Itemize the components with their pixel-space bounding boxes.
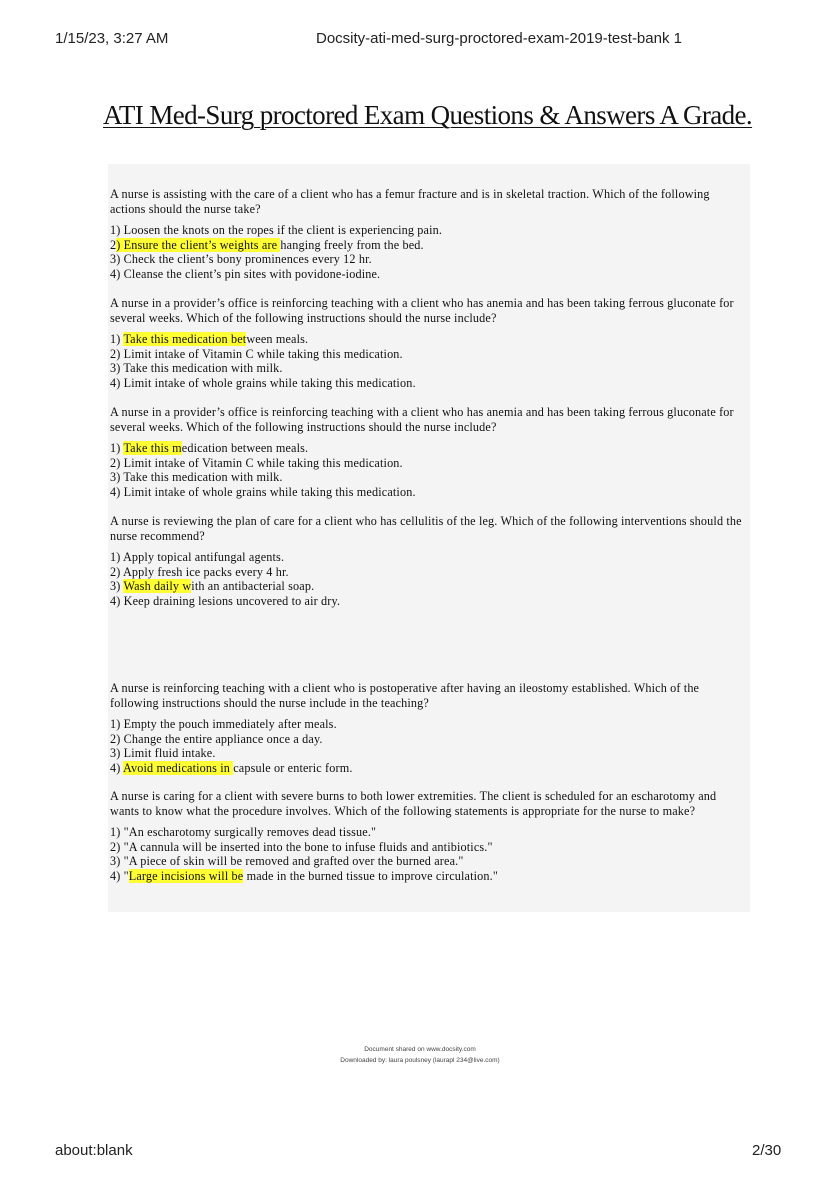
option-text: 1) Loosen the knots on the ropes if the client is experiencing pain. xyxy=(110,223,443,237)
answer-option xyxy=(110,252,746,267)
answer-option xyxy=(110,854,746,869)
option-text: made in the burned tissue to improve circulation." xyxy=(243,868,498,883)
option-text: 3) Take this medication with milk. xyxy=(110,361,283,375)
option-text: 2 xyxy=(110,237,117,252)
answer-option xyxy=(110,223,746,238)
answer-option xyxy=(110,347,746,362)
option-text: 1) Apply topical antifungal agents. xyxy=(110,550,285,564)
option-text: capsule or enteric form. xyxy=(233,760,353,775)
option-text: 2) Limit intake of Vitamin C while taking this medication. xyxy=(110,346,403,361)
question-stem: A nurse is reviewing the plan of care for a client who has cellulitis of the leg. Which of the following interventions should the nurse recommend? xyxy=(110,514,742,543)
option-highlighted-text: Avoid medications in xyxy=(122,760,234,775)
option-text: 3) Limit fluid intake. xyxy=(110,746,216,760)
question-stem: A nurse is reinforcing teaching with a client who is postoperative after having an ileostomy established. Which of the following instructions should the nurse include in the teaching? xyxy=(110,681,700,710)
option-text: 1) Empty the pouch immediately after meals. xyxy=(110,717,337,731)
print-datetime: 1/15/23, 3:27 AM xyxy=(55,30,169,47)
answer-option xyxy=(110,485,746,500)
options-list xyxy=(110,223,746,281)
question-stem: A nurse is assisting with the care of a client who has a femur fracture and is in skeletal traction. Which of the following actions should the nurse take? xyxy=(110,187,710,216)
option-text: 2) Apply fresh ice packs every 4 hr. xyxy=(110,564,289,579)
answer-option xyxy=(110,332,746,347)
option-highlighted-text: Take this m xyxy=(123,441,182,455)
answer-option xyxy=(110,746,746,761)
option-highlighted-text: Wash daily w xyxy=(123,579,192,593)
option-text: hanging freely from the bed. xyxy=(280,237,424,252)
answer-option xyxy=(110,376,746,391)
answer-option xyxy=(110,238,746,253)
question-stem: A nurse in a provider’s office is reinforcing teaching with a client who has anemia and has been taking ferrous gluconate for several weeks. Which of the following instructions should the nurse include? xyxy=(110,405,734,434)
options-list xyxy=(110,825,746,883)
print-document-name: Docsity-ati-med-surg-proctored-exam-2019-test-bank 1 xyxy=(316,30,682,47)
answer-option xyxy=(110,267,746,282)
page-number: 2/30 xyxy=(752,1142,782,1159)
answer-option xyxy=(110,840,746,855)
answer-option xyxy=(110,732,746,747)
option-highlighted-text: Take this medication bet xyxy=(123,332,247,346)
option-text: 3) Check the client’s bony prominences every 12 hr. xyxy=(110,252,372,266)
options-list xyxy=(110,550,746,608)
option-text: 3) "A piece of skin will be removed and grafted over the burned area." xyxy=(110,854,464,868)
option-text: 3) Take this medication with milk. xyxy=(110,470,283,484)
option-highlighted-text: Large incisions will be xyxy=(128,868,244,883)
option-text: 2) Limit intake of Vitamin C while taking this medication. xyxy=(110,455,403,470)
option-text: 4) Limit intake of whole grains while taking this medication. xyxy=(110,484,416,499)
option-text: 3) xyxy=(110,579,124,593)
answer-option xyxy=(110,825,746,840)
option-text: edication between meals. xyxy=(181,441,309,455)
question-stem: A nurse is caring for a client with severe burns to both lower extremities. The client is scheduled for an escharotomy and wants to know what the procedure involves. Which of the following statements is appropriate for the nurse to make? xyxy=(110,789,717,818)
question-6 xyxy=(110,789,746,883)
option-text: 4) " xyxy=(110,868,129,883)
answer-option xyxy=(110,361,746,376)
answer-option xyxy=(110,717,746,732)
answer-option xyxy=(110,565,746,580)
answer-option xyxy=(110,579,746,594)
answer-option xyxy=(110,869,746,884)
options-list xyxy=(110,717,746,775)
option-text: 1) "An escharotomy surgically removes dead tissue." xyxy=(110,825,377,839)
question-stem: A nurse in a provider’s office is reinforcing teaching with a client who has anemia and has been taking ferrous gluconate for several weeks. Which of the following instructions should the nurse include? xyxy=(110,296,734,325)
document-title: ATI Med-Surg proctored Exam Questions & Answers A Grade. xyxy=(103,100,753,130)
question-3 xyxy=(110,405,746,499)
option-text: ween meals. xyxy=(246,332,309,346)
option-text: 2) "A cannula will be inserted into the bone to infuse fluids and antibiotics." xyxy=(110,839,493,854)
options-list xyxy=(110,441,746,499)
option-text: 4) xyxy=(110,760,123,775)
answer-option xyxy=(110,470,746,485)
option-text: 2) Change the entire appliance once a day. xyxy=(110,731,323,746)
answer-option xyxy=(110,550,746,565)
options-list xyxy=(110,332,746,390)
answer-option xyxy=(110,441,746,456)
question-1 xyxy=(110,187,746,281)
option-text: ith an antibacterial soap. xyxy=(191,579,315,593)
docsity-share-notice: Document shared on www.docsity.com xyxy=(364,1046,476,1053)
question-4 xyxy=(110,514,746,608)
question-5 xyxy=(110,681,746,775)
answer-option xyxy=(110,761,746,776)
question-2 xyxy=(110,296,746,390)
answer-option xyxy=(110,594,746,609)
option-text: 4) Limit intake of whole grains while taking this medication. xyxy=(110,375,416,390)
option-text: 1) xyxy=(110,441,124,455)
option-highlighted-text: ) Ensure the client’s weights are xyxy=(116,237,281,252)
option-text: 4) Cleanse the client’s pin sites with povidone-iodine. xyxy=(110,266,381,281)
downloaded-by-notice: Downloaded by: laura poulsney (laurapl 234@live.com) xyxy=(340,1057,500,1064)
print-url: about:blank xyxy=(55,1142,133,1159)
option-text: 1) xyxy=(110,332,124,346)
answer-option xyxy=(110,456,746,471)
option-text: 4) Keep draining lesions uncovered to air dry. xyxy=(110,593,341,608)
